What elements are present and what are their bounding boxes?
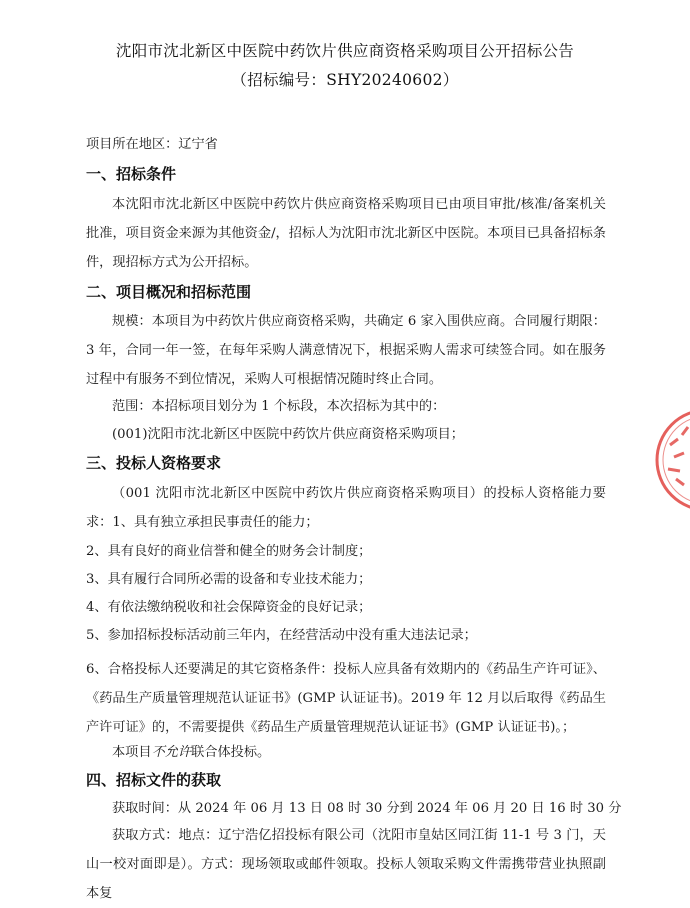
consortium-prefix: 本项目: [112, 745, 152, 760]
project-region: 项目所在地区：辽宁省: [86, 137, 218, 152]
obtain-time-text: 获取时间：从 2024 年 06 月 13 日 08 时 30 分到 2024 年 06 月 20 日 16 时 30 分: [112, 801, 622, 816]
consortium-not-allowed: 不允许: [151, 745, 192, 760]
qualification-item: 5、参加招标投标活动前三年内，在经营活动中没有重大违法记录；: [86, 628, 477, 643]
qualification-item: 3、具有履行合同所必需的设备和专业技术能力；: [86, 572, 372, 587]
section-heading-bidder-qualifications: 三、投标人资格要求: [86, 454, 222, 472]
qualification-intro-paragraph: （001 沈阳市沈北新区中医院中药饮片供应商资格采购项目）的投标人资格能力要求：1、具有独立承担民事责任的能力；: [86, 486, 606, 530]
qualification-item: 4、有依法缴纳税收和社会保障资金的良好记录；: [86, 600, 372, 615]
bidding-conditions-paragraph: 本沈阳市沈北新区中医院中药饮片供应商资格采购项目已由项目审批/核准/备案机关批准，项目资金来源为其他资金/，招标人为沈阳市沈北新区中医院。本项目已具备招标条件，现招标方式为公开招标。: [86, 197, 606, 270]
red-seal-stamp: [652, 405, 690, 515]
obtain-method-paragraph: 获取方式：地点：辽宁浩亿招投标有限公司（沈阳市皇姑区同江街 11-1 号 3 门，天山一校对面即是）。方式：现场领取或邮件领取。投标人领取采购文件需携带营业执照副本复: [86, 828, 606, 901]
section-heading-obtain-documents: 四、招标文件的获取: [86, 771, 222, 789]
bid-number: （招标编号：SHY20240602）: [231, 71, 459, 89]
bid-lot-text: (001)沈阳市沈北新区中医院中药饮片供应商资格采购项目；: [112, 427, 464, 442]
consortium-statement: [112, 744, 270, 762]
qualification-item-6: 6、合格投标人还要满足的其它资格条件：投标人应具备有效期内的《药品生产许可证》、《药品生产质量管理规范认证证书》(GMP 认证证书)。2019 年 12 月以后取得《药品生产许可证》的，不需要提供《药品生产质量管理规范认证证书》(GMP 认证证书)。；: [86, 662, 606, 735]
bid-scope-text: 范围：本招标项目划分为 1 个标段，本次招标为其中的：: [112, 399, 446, 414]
section-heading-bidding-conditions: 一、招标条件: [86, 165, 177, 183]
qualification-item: 2、具有良好的商业信誉和健全的财务会计制度；: [86, 544, 372, 559]
document-title: 沈阳市沈北新区中医院中药饮片供应商资格采购项目公开招标公告: [115, 42, 575, 60]
consortium-suffix: 联合体投标。: [191, 745, 271, 760]
project-scale-paragraph: 规模：本项目为中药饮片供应商资格采购，共确定 6 家入围供应商。合同履行期限：3 年，合同一年一签，在每年采购人满意情况下，根据采购人需求可续签合同。如在服务过程中有服务不到位情况，采购人可根据情况随时终止合同。: [86, 314, 606, 387]
section-heading-project-overview: 二、项目概况和招标范围: [86, 283, 252, 301]
